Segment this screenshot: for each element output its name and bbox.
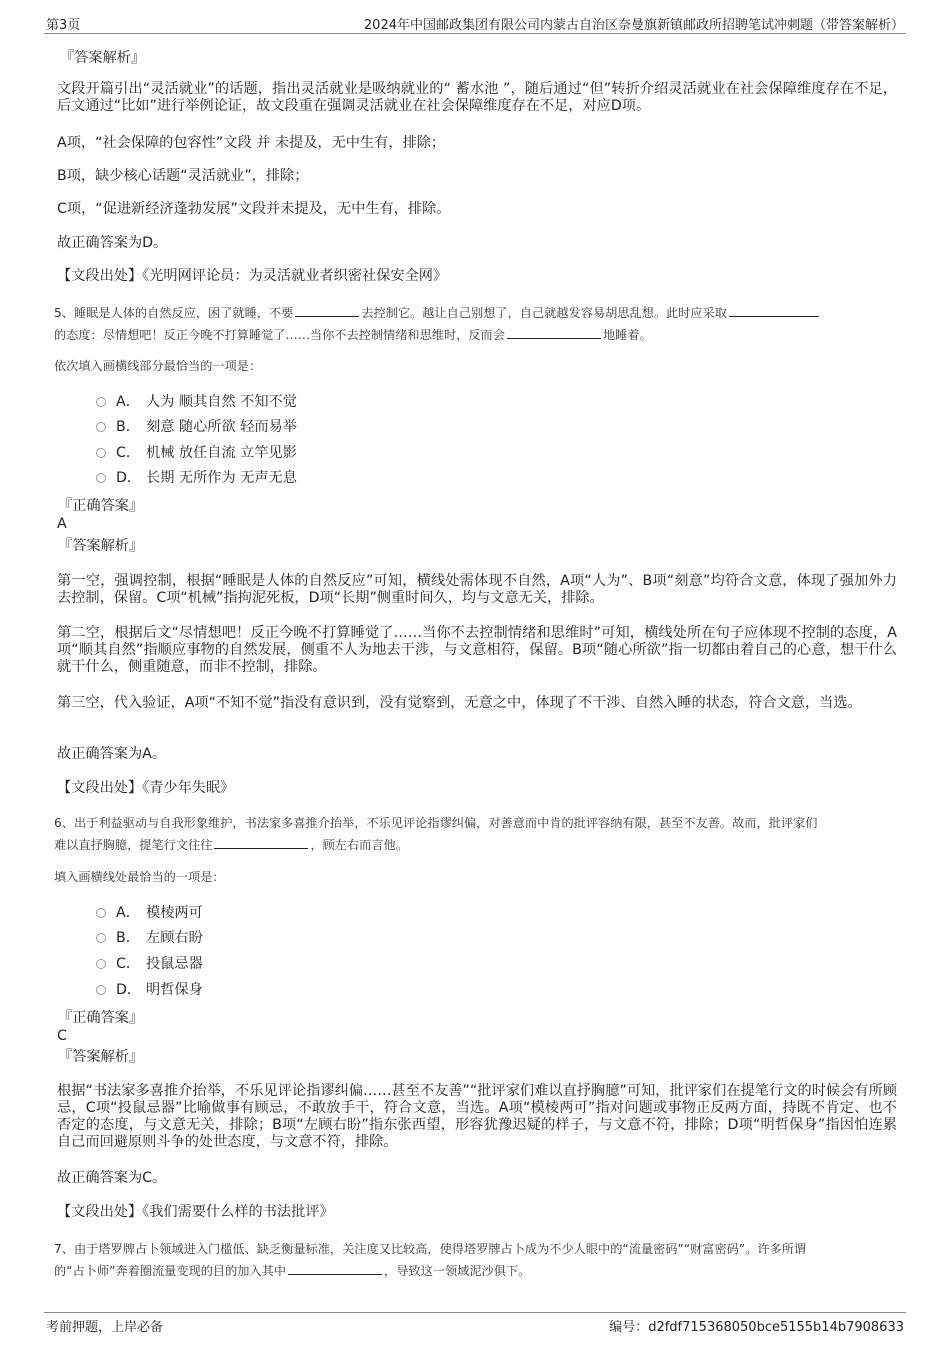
document-title: 2024年中国邮政集团有限公司内蒙古自治区奈曼旗新镇邮政所招聘笔试冲刺题（带答案解析） <box>363 18 904 33</box>
radio-icon[interactable] <box>96 422 106 432</box>
answer-blank <box>295 304 359 317</box>
correct-answer: A <box>57 516 67 532</box>
analysis-paragraph: A项，“社会保障的包容性”文段 并 未提及，无中生有，排除； <box>57 135 446 151</box>
option-a[interactable]: A． 人为 顺其自然 不知不觉 <box>96 394 297 411</box>
option-a[interactable]: A． 模棱两可 <box>96 905 203 922</box>
page-number: 第3页 <box>46 18 81 33</box>
source-citation: 【文段出处】《我们需要什么样的书法批评》 <box>57 1204 334 1220</box>
radio-icon[interactable] <box>96 959 106 969</box>
analysis-paragraph: 第二空，根据后文“尽情想吧！反正今晚不打算睡觉了……当你不去控制情绪和思维时”可知，横线处所在句子应体现不控制的态度，A项“顺其自然”指顺应事物的自然发展，侧重不人为地去干涉，与文意相符，保留。B项“随心所欲”指一切都由着自己的心意，想干什么就干什么，侧重随意，而非不控制，排除。 <box>57 625 897 675</box>
answer-statement: 故正确答案为C。 <box>57 1170 167 1186</box>
option-c[interactable]: C． 机械 放任自流 立竿见影 <box>96 445 297 462</box>
radio-icon[interactable] <box>96 473 106 483</box>
option-d[interactable]: D． 长期 无所作为 无声无息 <box>96 470 297 487</box>
footer-divider <box>44 1312 906 1313</box>
analysis-paragraph: B项，缺少核心话题“灵活就业”，排除； <box>57 168 309 184</box>
radio-icon[interactable] <box>96 397 106 407</box>
option-d[interactable]: D． 明哲保身 <box>96 982 203 999</box>
source-citation: 【文段出处】《光明网评论员：为灵活就业者织密社保安全网》 <box>57 268 448 284</box>
analysis-paragraph: C项，“促进新经济蓬勃发展”文段并未提及，无中生有，排除。 <box>57 201 451 217</box>
answer-blank <box>507 326 601 339</box>
analysis-label: 『答案解析』 <box>58 1049 144 1065</box>
analysis-paragraph: 第一空，强调控制，根据“睡眠是人体的自然反应”可知，横线处需体现不自然，A项“人为”、B项“刻意”均符合文意，体现了强加外力去控制，保留。C项“机械”指拘泥死板，D项“长期”侧重时间久，均与文意无关，排除。 <box>57 573 897 606</box>
radio-icon[interactable] <box>96 448 106 458</box>
correct-answer: C <box>57 1028 67 1044</box>
source-citation: 【文段出处】《青少年失眠》 <box>57 780 235 796</box>
correct-answer-label: 『正确答案』 <box>58 1010 144 1026</box>
header-divider <box>44 33 906 34</box>
option-b[interactable]: B． 左顾右盼 <box>96 930 203 947</box>
answer-statement: 故正确答案为D。 <box>57 235 168 251</box>
radio-icon[interactable] <box>96 985 106 995</box>
answer-statement: 故正确答案为A。 <box>57 746 167 762</box>
question-5-stem: 5、睡眠是人体的自然反应，困了就睡，不要 去控制它。越让自己别想了，自己就越发容易胡思乱想。此时应采取 的态度：尽情想吧！反正今晚不打算睡觉了……当你不去控制情绪和思维时，反而会 地睡着。 <box>54 302 899 346</box>
answer-blank <box>288 1262 382 1275</box>
answer-blank <box>214 836 308 849</box>
footer-slogan: 考前押题，上岸必备 <box>46 1320 164 1335</box>
document-id: 编号：d2fdf715368050bce5155b14b7908633 <box>609 1320 904 1335</box>
question-7-stem: 7、由于塔罗牌占卜领域进入门槛低、缺乏衡量标准，关注度又比较高，使得塔罗牌占卜成为不少人眼中的“流量密码”“财富密码”。许多所谓 的“占卜师”奔着圈流量变现的目的加入其中 ，导致这一领域泥沙俱下。 <box>54 1242 807 1278</box>
option-c[interactable]: C． 投鼠忌器 <box>96 956 203 973</box>
analysis-paragraph: 第三空，代入验证，A项“不知不觉”指没有意识到，没有觉察到，无意之中，体现了不干涉、自然入睡的状态，符合文意，当选。 <box>57 695 862 711</box>
correct-answer-label: 『正确答案』 <box>58 498 144 514</box>
question-6-stem: 6、出于利益驱动与自我形象维护，书法家多喜推介抬举，不乐见评论指谬纠偏，对善意而中肯的批评容纳有限，甚至不友善。故而，批评家们 难以直抒胸臆，提笔行文往往 ，顾左右而言他。 <box>54 816 818 852</box>
radio-icon[interactable] <box>96 908 106 918</box>
analysis-label: 『答案解析』 <box>60 50 146 66</box>
analysis-label: 『答案解析』 <box>58 538 144 554</box>
analysis-paragraph: 文段开篇引出“灵活就业”的话题，指出灵活就业是吸纳就业的“ 蓄水池 ”，随后通过“但”转折介绍灵活就业在社会保障维度存在不足，后文通过“比如”进行举例论证，故文段重在强调灵活就业在社会保障维度存在不足，对应D项。 <box>57 81 897 114</box>
option-b[interactable]: B． 刻意 随心所欲 轻而易举 <box>96 419 297 436</box>
question-prompt: 填入画横线处最恰当的一项是： <box>54 870 225 884</box>
analysis-paragraph: 根据“书法家多喜推介抬举，不乐见评论指谬纠偏……甚至不友善”“批评家们难以直抒胸臆”可知，批评家们在提笔行文的时候会有所顾忌，C项“投鼠忌器”比喻做事有顾忌，不敢放手干，符合文意，当选。A项“模棱两可”指对问题或事物正反两方面，持既不肯定、也不否定的态度，与文意无关，排除；B项“左顾右盼”指东张西望，形容犹豫迟疑的样子，与文意不符，排除；D项“明哲保身”指因怕连累自己而回避原则斗争的处世态度，与文意不符，排除。 <box>57 1083 897 1150</box>
question-prompt: 依次填入画横线部分最恰当的一项是： <box>54 359 262 373</box>
answer-blank <box>729 304 819 317</box>
radio-icon[interactable] <box>96 933 106 943</box>
